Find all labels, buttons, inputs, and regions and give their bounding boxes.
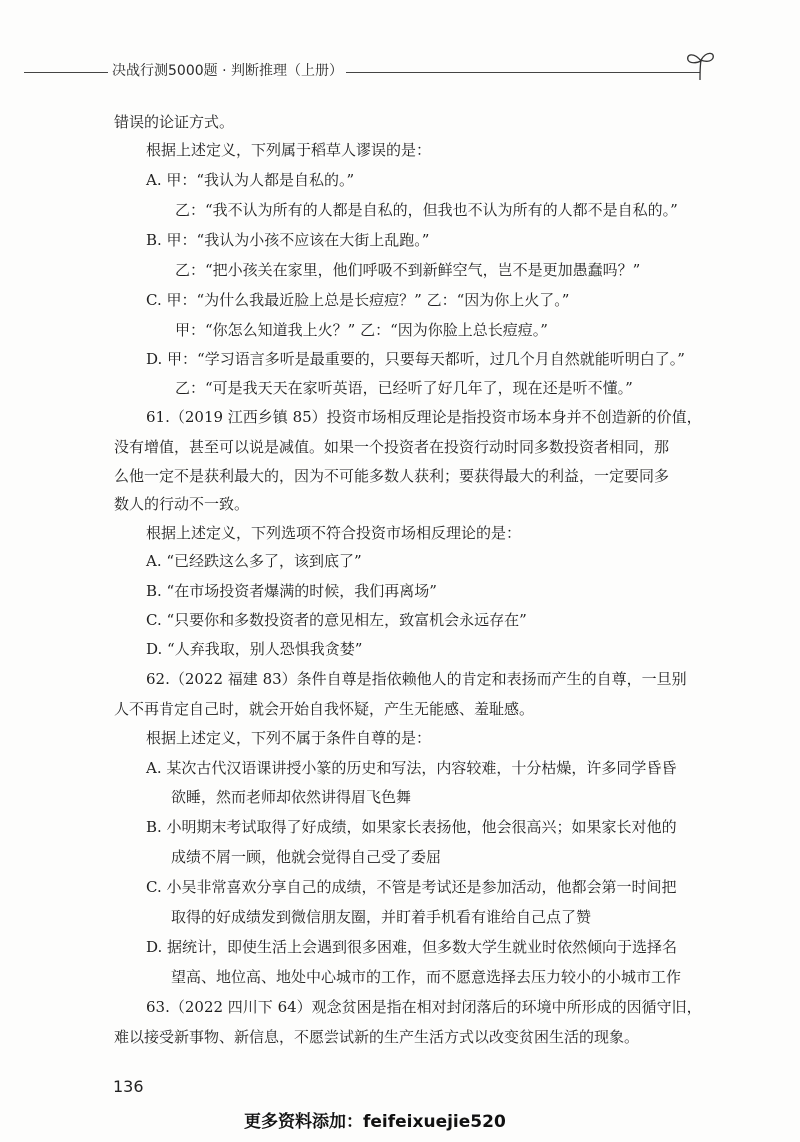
text-line: 望高、地位高、地处中心城市的工作，而不愿意选择去压力较小的小城市工作 (171, 968, 682, 986)
text-line: 乙：“我不认为所有的人都是自私的，但我也不认为所有的人都不是自私的。” (175, 201, 678, 219)
question-line: 63.（2022 四川下 64）观念贫困是指在相对封闭落后的环境中所形成的因循守旧， (146, 998, 702, 1016)
option-line: C. 小吴非常喜欢分享自己的成绩，不管是考试还是参加活动，他都会第一时间把 (146, 878, 677, 896)
option-line: A. “已经跌这么多了，该到底了” (146, 552, 362, 570)
footer-prefix: 更多资料添加： (244, 1112, 363, 1132)
option-line: A. 某次古代汉语课讲授小篆的历史和写法，内容较难，十分枯燥，许多同学昏昏 (146, 759, 677, 777)
option-line: B. 甲：“我认为小孩不应该在大街上乱跑。” (146, 231, 430, 249)
text-line: 成绩不屑一顾，他就会觉得自己受了委屈 (171, 848, 442, 866)
text-line: 根据上述定义，下列不属于条件自尊的是： (146, 729, 432, 747)
option-line: B. 小明期末考试取得了好成绩，如果家长表扬他，他会很高兴；如果家长对他的 (146, 818, 677, 836)
text-line: 人不再肯定自己时，就会开始自我怀疑，产生无能感、羞耻感。 (114, 700, 535, 718)
footer-handle: feifeixuejie520 (363, 1112, 506, 1132)
text-line: 错误的论证方式。 (114, 113, 235, 131)
text-line: 取得的好成绩发到微信朋友圈，并盯着手机看有谁给自己点了赞 (171, 908, 592, 926)
text-line: 根据上述定义，下列选项不符合投资市场相反理论的是： (146, 524, 522, 542)
text-line: 没有增值，甚至可以说是减值。如果一个投资者在投资行动时同多数投资者相同，那 (114, 438, 670, 456)
footer-note (244, 1107, 506, 1132)
header-title: 决战行测5000题 · 判断推理（上册） (112, 63, 343, 79)
text-line: 数人的行动不一致。 (114, 495, 250, 513)
text-line: 乙：“把小孩关在家里，他们呼吸不到新鲜空气，岂不是更加愚蠢吗？” (175, 261, 641, 279)
option-line: A. 甲：“我认为人都是自私的。” (146, 171, 355, 189)
question-line: 61.（2019 江西乡镇 85）投资市场相反理论是指投资市场本身并不创造新的价值， (146, 408, 702, 426)
option-line: D. 据统计，即使生活上会遇到很多困难，但多数大学生就业时依然倾向于选择名 (146, 938, 678, 956)
option-line: C. 甲：“为什么我最近脸上总是长痘痘？” 乙：“因为你上火了。” (146, 291, 570, 309)
text-line: 根据上述定义，下列属于稻草人谬误的是： (146, 141, 432, 159)
option-line: B. “在市场投资者爆满的时候，我们再离场” (146, 582, 437, 600)
text-line: 欲睡，然而老师却依然讲得眉飞色舞 (171, 788, 412, 806)
question-line: 62.（2022 福建 83）条件自尊是指依赖他人的肯定和表扬而产生的自尊，一旦别 (146, 670, 687, 688)
text-line: 么他一定不是获利最大的，因为不可能多数人获利；要获得最大的利益，一定要同多 (114, 467, 670, 485)
option-line: D. “人弃我取，别人恐惧我贪婪” (146, 640, 363, 658)
option-line: C. “只要你和多数投资者的意见相左，致富机会永远存在” (146, 611, 527, 629)
text-line: 乙：“可是我天天在家听英语，已经听了好几年了，现在还是听不懂。” (175, 379, 633, 397)
text-line: 难以接受新事物、新信息，不愿尝试新的生产生活方式以改变贫困生活的现象。 (114, 1028, 640, 1046)
text-line: 甲：“你怎么知道我上火？” 乙：“因为你脸上总长痘痘。” (175, 321, 548, 339)
option-line: D. 甲：“学习语言多听是最重要的，只要每天都听，过几个月自然就能听明白了。” (146, 350, 685, 368)
page-number: 136 (113, 1077, 144, 1096)
